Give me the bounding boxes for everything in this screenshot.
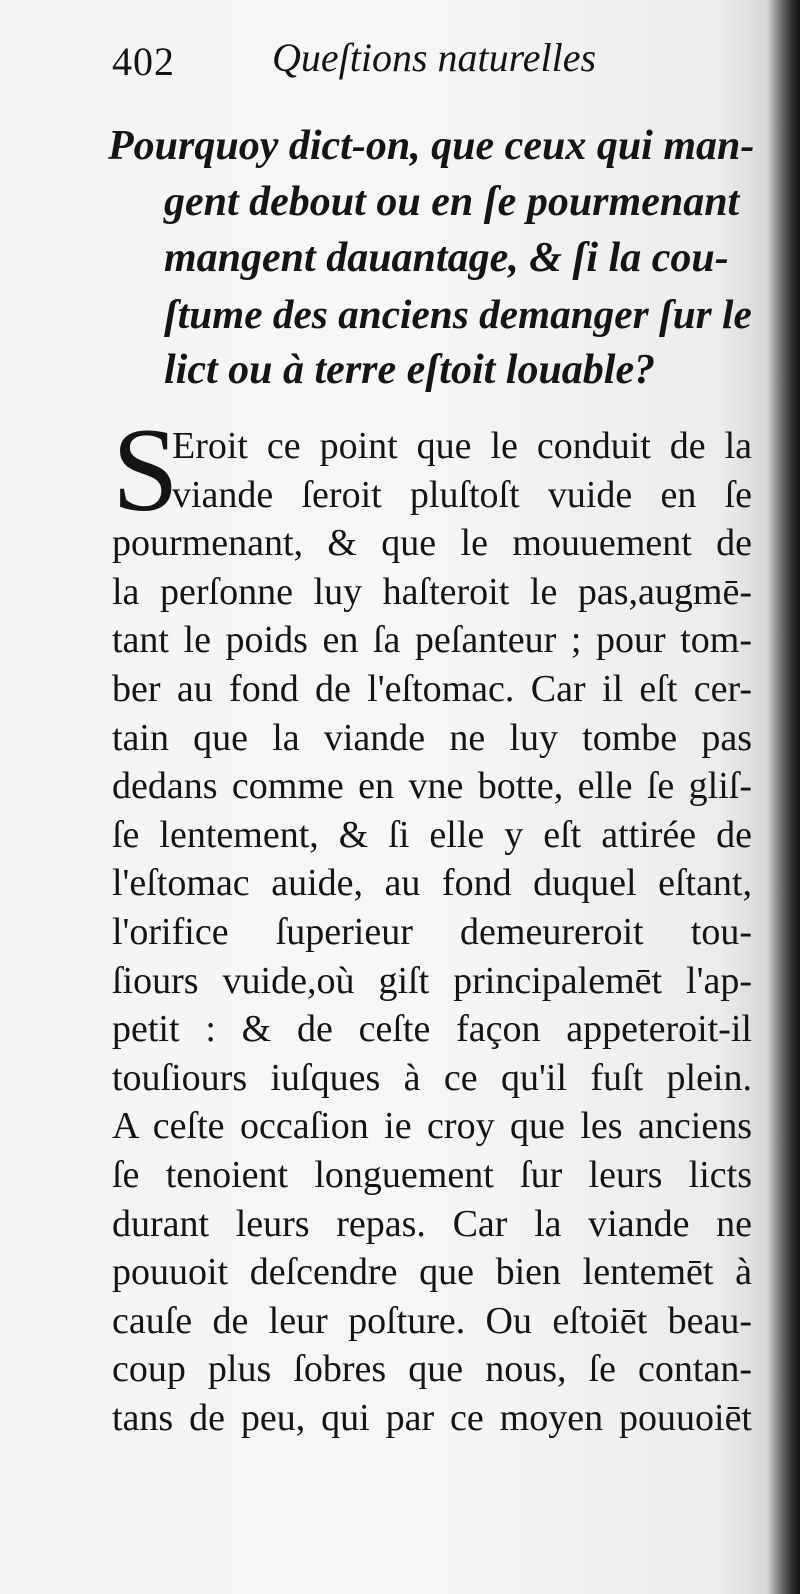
body-line: Eroit ce point que le conduit de la (172, 425, 752, 467)
question-line: Pourquoy dict-on, que ceux qui man- (108, 123, 755, 169)
question-line: gent debout ou en ſe pourmenant (164, 179, 740, 225)
body-line: touſiours iuſques à ce qu'il fuſt plein. (112, 1056, 752, 1099)
running-title: Queſtions naturelles (272, 35, 597, 80)
body-line: pouuoit deſcendre que bien lentemēt à (112, 1251, 752, 1294)
page-number: 402 (112, 39, 175, 84)
body-line: tans de peu, qui par ce moyen pouuoiēt (112, 1396, 752, 1439)
body-line: durant leurs repas. Car la viande ne (112, 1202, 752, 1245)
question-heading (108, 118, 758, 398)
question-line: ſtume des anciens demanger ſur le (164, 291, 752, 337)
body-line: viande ſeroit pluſtoſt vuide en ſe (172, 473, 752, 516)
body-line: ſiours vuide,où giſt principalemēt l'ap- (112, 959, 752, 1002)
page-header (112, 28, 752, 98)
body-paragraph (112, 403, 752, 1442)
body-line: ſe lentement, & ſi elle y eſt attirée de (112, 813, 752, 856)
body-line: l'eſtomac auide, au fond duquel eſtant, (112, 862, 752, 905)
body-line: ſe tenoient longuement ſur leurs licts (112, 1153, 752, 1196)
body-line: dedans comme en vne botte, elle ſe gliſ- (112, 765, 752, 808)
drop-cap-letter: S (112, 403, 179, 536)
book-gutter-shadow (766, 0, 800, 1594)
body-line: petit : & de ceſte façon appeteroit-il (112, 1008, 752, 1051)
body-line: tain que la viande ne luy tombe pas (112, 716, 752, 759)
body-line: cauſe de leur poſture. Ou eſtoiēt beau- (112, 1299, 752, 1342)
body-line: tant le poids en ſa peſanteur ; pour tom- (112, 619, 752, 662)
question-line: mangent dauantage, & ſi la cou- (164, 235, 729, 281)
question-line: lict ou à terre eſtoit louable? (164, 347, 656, 393)
body-line: pourmenant, & que le mouuement de (112, 522, 752, 565)
body-line: ber au fond de l'eſtomac. Car il eſt cer- (112, 667, 752, 710)
body-line: A ceſte occaſion ie croy que les anciens (112, 1105, 752, 1148)
body-line: l'orifice ſuperieur demeureroit tou- (112, 910, 752, 953)
body-line: la perſonne luy haſteroit le pas,augmē- (112, 570, 752, 613)
body-line: coup plus ſobres que nous, ſe contan- (112, 1348, 752, 1391)
